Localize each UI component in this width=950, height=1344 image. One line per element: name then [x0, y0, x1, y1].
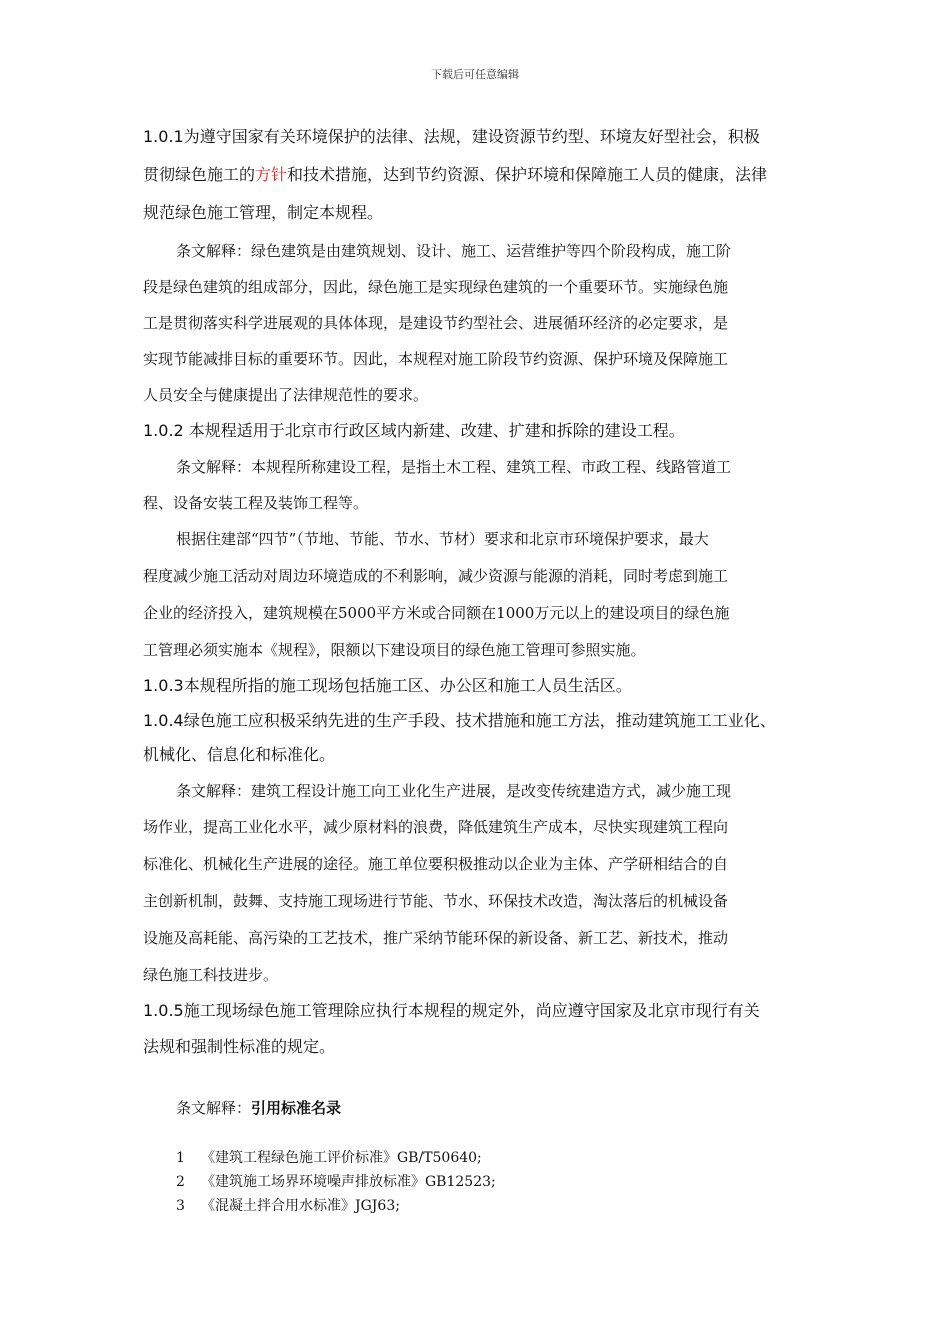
references-label: 条文解释：	[176, 1099, 252, 1117]
reference-item	[176, 1197, 400, 1215]
reference-item	[176, 1173, 496, 1191]
references-heading	[176, 1098, 341, 1118]
explanation-4-line-2: 场作业，提高工业化水平，减少原材料的浪费，降低建筑生产成本，尽快实现建筑工程向	[143, 818, 729, 836]
explanation-3-line-4: 工管理必须实施本《规程》，限额以下建设项目的绿色施工管理可参照实施。	[143, 641, 646, 659]
explanation-1-line-5: 人员安全与健康提出了法律规范性的要求。	[143, 386, 429, 404]
clause-1-0-3-line-1: 1.0.3本规程所指的施工现场包括施工区、办公区和施工人员生活区。	[143, 676, 632, 695]
clause-1-0-1-line-2	[143, 165, 767, 185]
clause-1-0-1-line-3: 规范绿色施工管理，制定本规程。	[143, 203, 384, 222]
explanation-1-line-4: 实现节能减排目标的重要环节。因此，本规程对施工阶段节约资源、保护环境及保障施工	[143, 350, 729, 368]
reference-text: 《建筑工程绿色施工评价标准》GB/T50640;	[201, 1150, 482, 1166]
reference-number: 3	[176, 1198, 185, 1214]
reference-text: 《混凝土拌合用水标准》JGJ63;	[201, 1198, 400, 1214]
clause-1-0-2-line-1: 1.0.2 本规程适用于北京市行政区域内新建、改建、扩建和拆除的建设工程。	[143, 421, 685, 440]
explanation-4-line-1: 条文解释：建筑工程设计施工向工业化生产进展，是改变传统建造方式，减少施工现	[176, 782, 732, 800]
clause-1-0-4-line-1: 1.0.4绿色施工应积极采纳先进的生产手段、技术措施和施工方法，推动建筑施工工业化、	[143, 711, 776, 730]
explanation-2-line-1: 条文解释：本规程所称建设工程，是指土木工程、建筑工程、市政工程、线路管道工	[176, 458, 732, 476]
explanation-2-line-2: 程、设备安装工程及装饰工程等。	[143, 494, 369, 512]
explanation-4-line-4: 主创新机制，鼓舞、支持施工现场进行节能、节水、环保技术改造，淘汰落后的机械设备	[143, 892, 729, 910]
clause-1-0-5-line-1: 1.0.5施工现场绿色施工管理除应执行本规程的规定外，尚应遵守国家及北京市现行有关	[143, 1001, 760, 1020]
clause-1-0-4-line-2: 机械化、信息化和标准化。	[143, 745, 336, 764]
clause-1-0-5-line-2: 法规和强制性标准的规定。	[143, 1037, 336, 1056]
page-header: 下载后可任意编辑	[431, 68, 519, 81]
clause-1-0-1-line-1: 1.0.1为遵守国家有关环境保护的法律、法规，建设资源节约型、环境友好型社会，积极	[143, 127, 760, 146]
policy-link[interactable]: 方针	[255, 165, 288, 184]
explanation-4-line-5: 设施及高耗能、高污染的工艺技术，推广采纳节能环保的新设备、新工艺、新技术，推动	[143, 929, 729, 947]
explanation-4-line-6: 绿色施工科技进步。	[143, 966, 279, 984]
clause-text: 贯彻绿色施工的	[143, 165, 256, 184]
reference-number: 1	[176, 1150, 185, 1166]
explanation-3-line-2: 程度减少施工活动对周边环境造成的不利影响，减少资源与能源的消耗，同时考虑到施工	[143, 567, 729, 585]
explanation-3-line-1: 根据住建部“四节”（节地、节能、节水、节材）要求和北京市环境保护要求，最大	[176, 530, 709, 548]
clause-text: 和技术措施，达到节约资源、保护环境和保障施工人员的健康，法律	[287, 165, 768, 184]
explanation-1-line-1: 条文解释：绿色建筑是由建筑规划、设计、施工、运营维护等四个阶段构成，施工阶	[176, 242, 732, 260]
reference-text: 《建筑施工场界环境噪声排放标准》GB12523;	[201, 1174, 496, 1190]
explanation-3-line-3: 企业的经济投入，建筑规模在5000平方米或合同额在1000万元以上的建设项目的绿色施	[143, 604, 730, 622]
explanation-1-line-2: 段是绿色建筑的组成部分，因此，绿色施工是实现绿色建筑的一个重要环节。实施绿色施	[143, 278, 729, 296]
explanation-1-line-3: 工是贯彻落实科学进展观的具体体现，是建设节约型社会、进展循环经济的必定要求，是	[143, 314, 729, 332]
reference-item	[176, 1149, 482, 1167]
reference-number: 2	[176, 1174, 185, 1190]
explanation-4-line-3: 标准化、机械化生产进展的途径。施工单位要积极推动以企业为主体、产学研相结合的自	[143, 855, 729, 873]
references-title: 引用标准名录	[251, 1099, 342, 1117]
